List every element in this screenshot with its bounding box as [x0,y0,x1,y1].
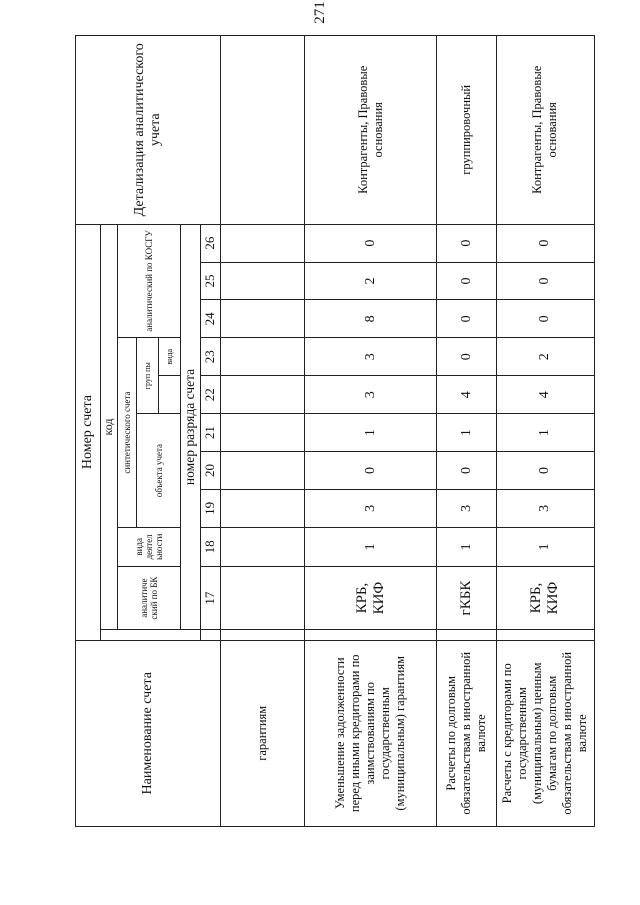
cell-23: 3 [304,338,437,376]
header-razryad: номер разряда счета [180,224,201,630]
cell-detail: группировочный [437,36,496,225]
cell-20 [220,452,304,490]
header-activity-type: вида деятел ьности [118,527,181,566]
cell-26: 0 [496,224,594,262]
col-number: 17 [201,566,220,630]
cell-23: 0 [437,338,496,376]
col-number: 21 [201,414,220,452]
col-number: 26 [201,224,220,262]
cell-detail: Контрагенты, Правовые основания [304,36,437,225]
cell-22 [220,376,304,414]
cell-24: 0 [437,300,496,338]
cell-21: 1 [304,414,437,452]
cell-detail [220,36,304,225]
cell-26: 0 [304,224,437,262]
row-name: Расчеты с кредиторами по государственным (муниципальным) ценным бумагам по долговым обязательствам в иностранной валюте [496,640,594,826]
cell-activity: 1 [437,527,496,566]
account-register-table [75,35,595,827]
col-number: 23 [201,338,220,376]
cell-22: 4 [496,376,594,414]
cell-25: 2 [304,262,437,300]
cell-23 [220,338,304,376]
row-name: Расчеты по долговым обязательствам в иностранной валюте [437,640,496,826]
header-object: объекта учета [137,414,180,528]
header-spacer [100,630,200,640]
col-number: 20 [201,452,220,490]
header-group: груп пы [137,338,159,414]
cell-25: 0 [496,262,594,300]
cell-22: 3 [304,376,437,414]
page-number: 271 [311,1,328,24]
col-number: 18 [201,527,220,566]
table-row [437,36,496,827]
header-code: код [100,224,117,630]
cell-19: 3 [304,489,437,527]
header-kind: вида [159,338,181,376]
cell-19: 3 [437,489,496,527]
header-detail: Детализация аналитического учета [76,36,221,225]
header-synthetic: синтетического счета [118,338,137,528]
cell-detail: Контрагенты, Правовые основания [496,36,594,225]
col-number: 19 [201,489,220,527]
col-number: 25 [201,262,220,300]
col-number: 24 [201,300,220,338]
table-row [496,36,594,827]
table-row [220,36,304,827]
cell-26: 0 [437,224,496,262]
row-name: гарантиям [220,640,304,826]
cell-21 [220,414,304,452]
cell-analytic-bk: КРБ, КИФ [304,566,437,630]
cell-24 [220,300,304,338]
cell-24: 0 [496,300,594,338]
cell-25: 0 [437,262,496,300]
cell-26 [220,224,304,262]
cell-21: 1 [437,414,496,452]
cell-19: 3 [496,489,594,527]
cell-24: 8 [304,300,437,338]
rotated-register-table [75,35,595,827]
cell-activity [220,527,304,566]
cell-activity: 1 [496,527,594,566]
row-name: Уменьшение задолженности перед иными кредиторами по заимствованиям по государственным (муниципальным) гарантиям [304,640,437,826]
cell-20: 0 [496,452,594,490]
cell-22: 4 [437,376,496,414]
cell-20: 0 [304,452,437,490]
table-row [304,36,437,827]
cell-activity: 1 [304,527,437,566]
cell-20: 0 [437,452,496,490]
cell-25 [220,262,304,300]
cell-23: 2 [496,338,594,376]
col-number: 22 [201,376,220,414]
cell-analytic-bk: гКБК [437,566,496,630]
cell-21: 1 [496,414,594,452]
cell-analytic-bk: КРБ, КИФ [496,566,594,630]
header-analytic-bk: аналитиче ский по БК [118,566,181,630]
header-account-number: Номер счета [76,224,101,640]
cell-19 [220,489,304,527]
header-kosgu: аналитический по КОСГУ [118,224,181,338]
header-account-name: Наименование счета [76,640,221,826]
cell-analytic-bk [220,566,304,630]
